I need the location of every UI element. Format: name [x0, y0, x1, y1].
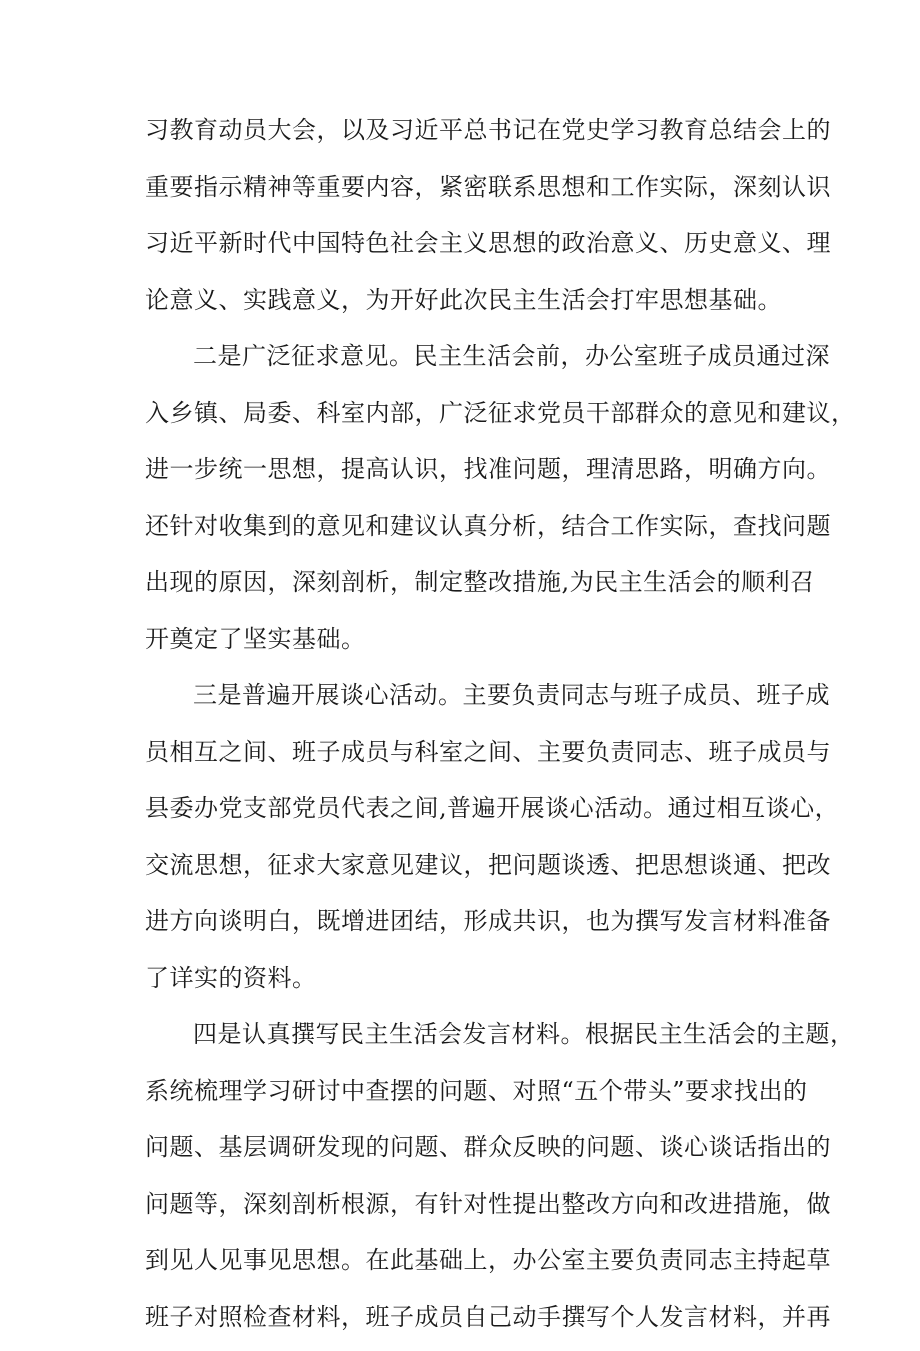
text-line: 问题、基层调研发现的问题、群众反映的问题、谈心谈话指出的	[145, 1125, 805, 1182]
text-line: 交流思想，征求大家意见建议，把问题谈透、把思想谈通、把改	[145, 843, 805, 900]
paragraph-start-line: 二是广泛征求意见。民主生活会前，办公室班子成员通过深	[145, 334, 805, 391]
text-line: 了详实的资料。	[145, 956, 805, 1013]
text-line: 问题等，深刻剖析根源，有针对性提出整改方向和改进措施，做	[145, 1182, 805, 1239]
text-line: 班子对照检查材料，班子成员自己动手撰写个人发言材料，并再	[145, 1295, 805, 1351]
text-line: 论意义、实践意义，为开好此次民主生活会打牢思想基础。	[145, 278, 805, 335]
text-line: 系统梳理学习研讨中查摆的问题、对照“五个带头”要求找出的	[145, 1069, 805, 1126]
document-body	[145, 108, 805, 1351]
text-line: 还针对收集到的意见和建议认真分析，结合工作实际，查找问题	[145, 504, 805, 561]
text-line: 进方向谈明白，既增进团结，形成共识，也为撰写发言材料准备	[145, 899, 805, 956]
text-line: 进一步统一思想，提高认识，找准问题，理清思路，明确方向。	[145, 447, 805, 504]
paragraph-start-line: 四是认真撰写民主生活会发言材料。根据民主生活会的主题，	[145, 1012, 805, 1069]
text-line: 出现的原因，深刻剖析，制定整改措施,为民主生活会的顺利召	[145, 560, 805, 617]
text-line: 入乡镇、局委、科室内部，广泛征求党员干部群众的意见和建议，	[145, 391, 805, 448]
text-line: 重要指示精神等重要内容，紧密联系思想和工作实际，深刻认识	[145, 165, 805, 222]
text-line: 员相互之间、班子成员与科室之间、主要负责同志、班子成员与	[145, 730, 805, 787]
paragraph-start-line: 三是普遍开展谈心活动。主要负责同志与班子成员、班子成	[145, 673, 805, 730]
text-line: 到见人见事见思想。在此基础上，办公室主要负责同志主持起草	[145, 1238, 805, 1295]
text-line: 习近平新时代中国特色社会主义思想的政治意义、历史意义、理	[145, 221, 805, 278]
text-line: 开奠定了坚实基础。	[145, 617, 805, 674]
text-line: 习教育动员大会，以及习近平总书记在党史学习教育总结会上的	[145, 108, 805, 165]
text-line: 县委办党支部党员代表之间,普遍开展谈心活动。通过相互谈心，	[145, 786, 805, 843]
